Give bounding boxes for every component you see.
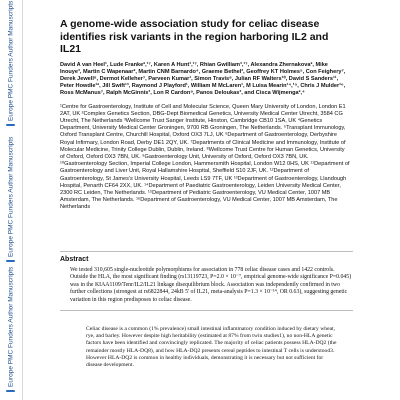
sidebar-watermark-text: Europe PMC Funders Author Manuscripts [7,136,15,257]
abstract-section [60,251,353,311]
funder-sidebar [0,0,23,400]
sidebar-watermark [3,0,19,126]
intro-paragraph: Celiac disease is a common (1% prevalence) small intestinal inflammatory condition induced by dietary wheat, rye, and barley. However despite high heritability (estimated at 87% from twin studies1), no non-HLA genetic factors have been identified and convincingly replicated. The majority of celiac patients possess HLA-DQ2 (the remainder mostly HLA-DQ8), and how HLA-DQ2 presents cereal peptides to intestinal T cells is understood3. However HLA-DQ2 is common in healthy individuals, demonstrating it is necessary but not sufficient for disease development. [86,326,337,369]
abstract-text: We tested 310,605 single-nucleotide polymorphisms for association in 778 celiac disease cases and 1422 controls. Outside the HLA, the most significant finding (rs13119723, P=2.0 × 10⁻⁷, empirical genome-wide significance P=0.045) was in the KIAA1109/Tenr/IL2/IL21 linkage disequilibrium block. Association was independently confirmed in two further collections (strongest at rs6822844, 24kB 5' of IL21, meta-analysis P=1.3 × 10⁻¹⁴, OR 0.63), suggesting genetic variation in this region predisposes to celiac disease. [70,267,352,303]
europe-pmc-logo-icon [7,124,16,126]
sidebar-watermark [3,266,19,392]
europe-pmc-logo-icon [7,260,16,262]
affiliation-list: ¹Centre for Gastroenterology, Institute of Cell and Molecular Science, Queen Mary University of London, London E1 2AT, UK ²Complex Genetics Section, DBG-Dept Biomedical Genetics, University Medical Center Utrecht, 3584 CG Utrecht, The Netherlands ³Wellcome Trust Sanger Institute, Hinxton, Cambridge CB10 1SA, UK ⁴Genetics Department, University Medical Center Groningen, 9700 RB Groningen, The Netherlands. ⁵Transplant Immunology, Oxford Transplant Centre, Churchill Hospital, Oxford OX3 7LJ, UK ⁶Department of Gastroenterology, Derbyshire Royal Infirmary, London Road, Derby DE1 2QY, UK. ⁷Departments of Clinical Medicine and Immunology, Institute of Molecular Medicine, Trinity College Dublin, Dublin, Ireland. ⁸Wellcome Trust Centre for Human Genetics, University of Oxford, Oxford OX3 7BN, UK. ⁹Gastroenterology Unit, University of Oxford, Oxford OX3 7BN, UK. ¹⁰Gastroenterology Section, Imperial College London, Hammersmith Hospital, London W12 0HS, UK ¹¹Department of Gastroenterology and Liver Unit, Royal Hallamshire Hospital, Sheffield S10 2JF, UK. ¹²Department of Gastroenterology, St James's University Hospital, Leeds LS9 7TF, UK ¹³Department of Gastroenterology, Llandough Hospital, Penarth CF64 2XX, UK. ¹⁴Department of Paediatric Gastroenterology, Leiden University Medical Center, 2300 RC Leiden, The Netherlands. ¹⁵Department of Pediatric Gastroenterology, VU Medical Center, 1007 MB Amsterdam, The Netherlands. ¹⁶Department of Gastroenterology, VU Medical Center, 1007 MB Amsterdam, The Netherlands [60,103,350,211]
article-title: A genome-wide association study for celiac disease identifies risk variants in the region harboring IL2 and IL21 [60,18,329,55]
sidebar-watermark-text: Europe PMC Funders Author Manuscripts [7,0,15,121]
sidebar-watermark-text: Europe PMC Funders Author Manuscripts [7,266,15,387]
europe-pmc-logo-icon [7,390,16,392]
article-header [60,18,350,212]
sidebar-watermark [3,136,19,262]
abstract-heading: Abstract [60,256,89,263]
author-list: David A van Heel¹, Lude Franke²,¹⁷, Karen A Hunt¹,¹⁷, Rhian Gwilliam³,¹⁷, Alexandra Zhernakova², Mike Inouye³, Martin C Wapenaar², Martin CNM Barnardo⁴, Graeme Bethel³, Geoffrey KT Holmes⁵, Con Feighery⁷, Derek Jewell⁸, Dermot Kelleher⁷, Parveen Kumar¹, Simon Travis⁸, Julian RF Walters¹⁰, David S Sanders¹¹, Peter Howdle¹², Jill Swift¹³, Raymond J Playford¹, William M McLaren¹, M Luisa Mearin¹⁴,¹⁵, Chris J Mulder¹⁶, Ross McManus⁷, Ralph McGinnis³, Lon R Cardon⁹, Panos Deloukas³, and Cisca Wijmenga²,⁴ [60,61,346,97]
